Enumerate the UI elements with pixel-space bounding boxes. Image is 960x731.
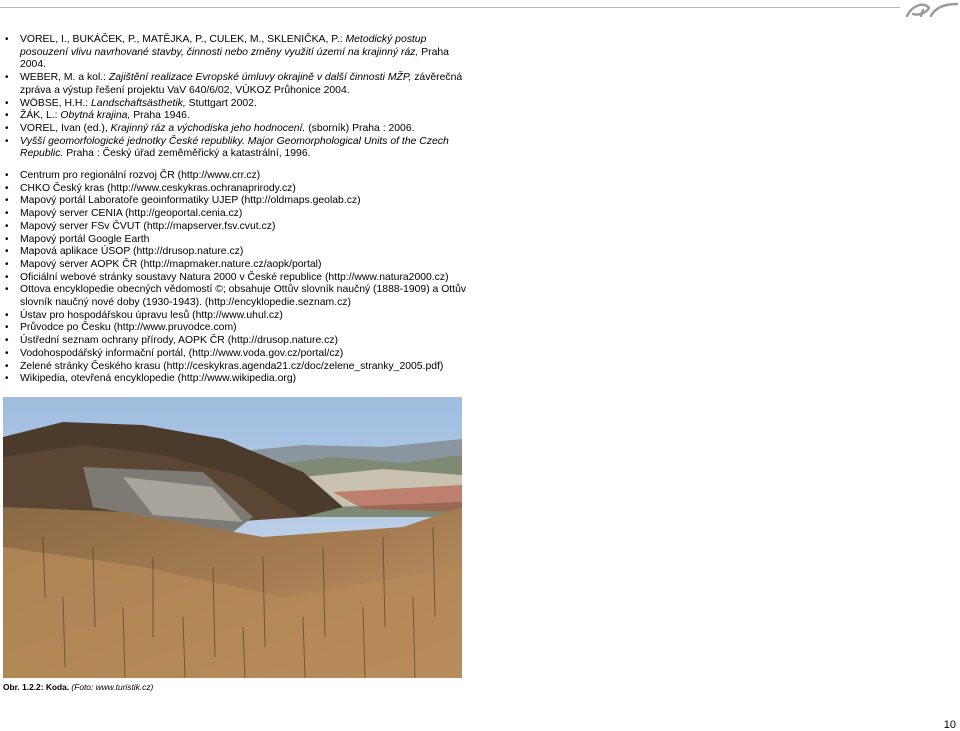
reference-item (0, 123, 470, 136)
reference-title: Zajištění realizace Evropské úmluvy okrajině v další činnosti MŽP, (108, 72, 412, 84)
reference-item (0, 136, 470, 161)
web-source-item: • Průvodce po Česku (http://www.pruvodce.com) (0, 322, 480, 335)
figure-credit: (Foto: www.turistik.cz) (69, 682, 154, 692)
web-source-item: • Wikipedia, otevřená encyklopedie (http://www.wikipedia.org) (0, 373, 480, 386)
reference-item (0, 98, 470, 111)
web-source-item: • Mapový portál Google Earth (0, 234, 480, 247)
web-source-list (0, 170, 480, 386)
web-source-item: • Ústřední seznam ochrany přírody, AOPK ČR (http://drusop.nature.cz) (0, 335, 480, 348)
reference-tail: (sborník) Praha : 2006. (305, 122, 415, 134)
web-source-item: • Mapový server FSv ČVUT (http://mapserver.fsv.cvut.cz) (0, 221, 480, 234)
reference-tail: Stuttgart 2002. (185, 97, 257, 109)
reference-title: Obytná krajina, (60, 110, 131, 122)
reference-item (0, 110, 470, 123)
web-source-item: • CHKO Český kras (http://www.ceskykras.ochranaprirody.cz) (0, 183, 480, 196)
reference-tail: závěrečná zpráva a výstup řešení projektu VaV 640/6/02, VÚKOZ Průhonice 2004. (20, 72, 463, 96)
logo-icon (903, 0, 959, 20)
web-source-item: • Ottova encyklopedie obecných vědomostí ©; obsahuje Ottův slovník naučný (1888-1909) a Ottův slovník naučný nové doby (1930-1943). (http://encyklopedie.seznam.cz) (0, 284, 480, 309)
reference-authors: WÖBSE, H.H.: (20, 97, 92, 109)
reference-title: Landschaftsästhetik, (91, 97, 186, 109)
reference-authors: WEBER, M. a kol.: (20, 72, 109, 84)
header-rule (0, 7, 900, 8)
reference-authors: ŽÁK, L.: (20, 110, 61, 122)
web-source-item: • Oficiální webové stránky soustavy Natura 2000 v České republice (http://www.natura2000.cz) (0, 272, 480, 285)
reference-tail: Praha 1946. (130, 110, 190, 122)
reference-item (0, 72, 470, 97)
web-source-item: • Mapový server AOPK ČR (http://mapmaker.nature.cz/aopk/portal) (0, 259, 480, 272)
web-source-item: • Zelené stránky Českého krasu (http://ceskykras.agenda21.cz/doc/zelene_stranky_2005.pdf) (0, 361, 480, 374)
reference-tail: Praha : Český úřad zeměměřický a katastrální, 1996. (63, 148, 311, 160)
reference-title: Krajinný ráz a východiska jeho hodnocení. (110, 122, 306, 134)
reference-authors: VOREL, Ivan (ed.), (20, 122, 111, 134)
figure-label: Obr. 1.2.2: Koda. (3, 682, 70, 692)
web-source-item: • Mapová aplikace ÚSOP (http://drusop.nature.cz) (0, 246, 480, 259)
reference-authors: VOREL, I., BUKÁČEK, P., MATĚJKA, P., CULEK, M., SKLENIČKA, P.: (20, 34, 346, 45)
web-source-item: • Mapový server CENIA (http://geoportal.cenia.cz) (0, 208, 480, 221)
reference-title: Vyšší geomorfologické jednotky České republiky. Major Geomorphological Units of the Czech Republic. (20, 135, 449, 160)
landscape-photo (3, 397, 462, 678)
reference-item (0, 34, 470, 72)
page-number: 10 (943, 719, 956, 731)
web-source-item: • Centrum pro regionální rozvoj ČR (http://www.crr.cz) (0, 170, 480, 183)
reference-tail: Praha 2004. (20, 46, 449, 71)
figure-caption (3, 682, 153, 692)
web-source-item: • Vodohospodářský informační portál, (http://www.voda.gov.cz/portal/cz) (0, 348, 480, 361)
reference-list (0, 34, 470, 161)
web-source-item: • Ústav pro hospodářskou úpravu lesů (http://www.uhul.cz) (0, 310, 480, 323)
reference-title: Metodický postup posouzení vlivu navrhované stavby, činnosti nebo změny využití území na krajinný ráz, (20, 34, 427, 58)
web-source-item: • Mapový portál Laboratoře geoinformatiky UJEP (http://oldmaps.geolab.cz) (0, 195, 480, 208)
